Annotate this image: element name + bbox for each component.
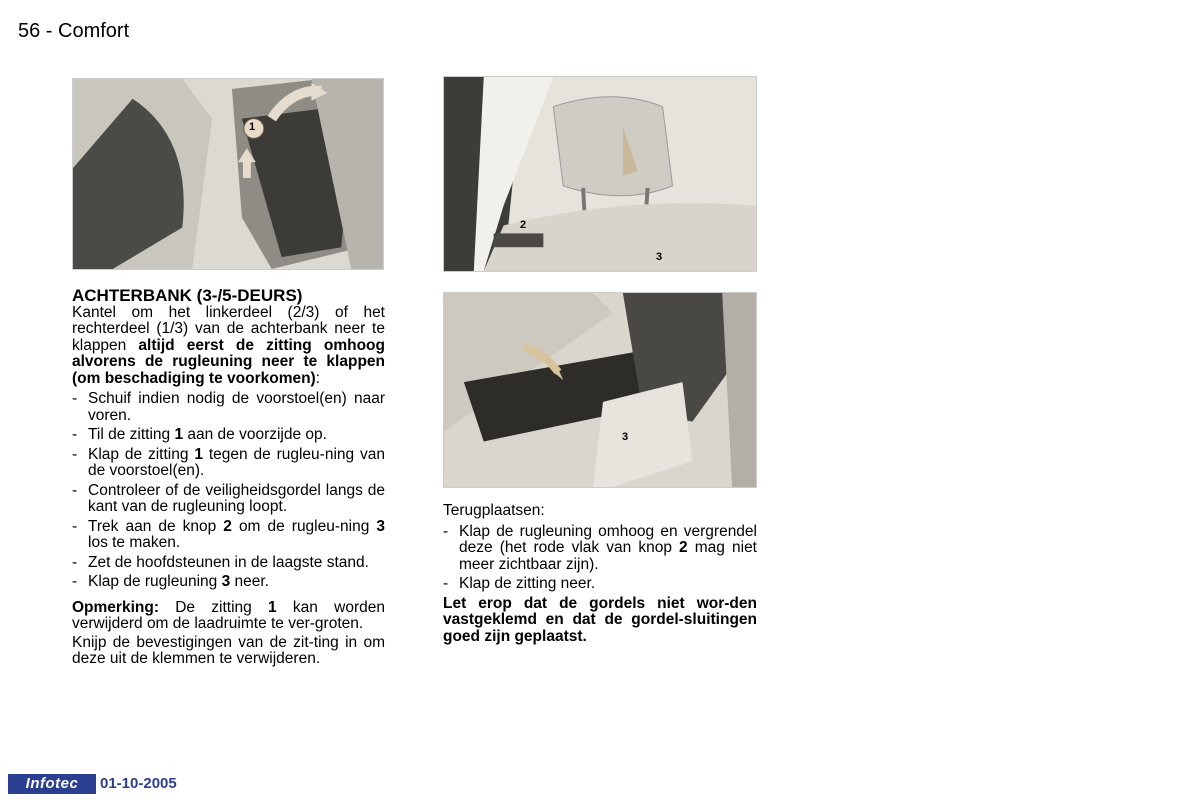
warning-text: Let erop dat de gordels niet wor-den vastgeklemd en dat de gordel-sluitingen goed zijn geplaatst. [443, 594, 757, 645]
subheading: Terugplaatsen: [443, 502, 545, 519]
footer-date: 01-10-2005 [100, 775, 177, 792]
list-item: - Klap de zitting 1 tegen de rugleu-ning van de voorstoel(en). [72, 447, 385, 480]
note-label: Opmerking: [72, 598, 159, 616]
section-heading: ACHTERBANK (3-/5-DEURS) [72, 286, 303, 305]
list-item: - Klap de zitting neer. [443, 576, 757, 593]
reinstall-steps [443, 524, 757, 593]
photo-seat-fold [72, 78, 384, 270]
list-item: - Schuif indien nodig de voorstoel(en) naar voren. [72, 391, 385, 424]
callout-3: 3 [622, 431, 629, 443]
note-paragraph-2: Knijp de bevestigingen van de zit-ting in om deze uit de klemmen te verwijderen. [72, 633, 385, 667]
photo-headrest [443, 76, 757, 272]
intro-bold: altijd eerst de zitting omhoog alvorens de rugleuning neer te klappen (om beschadiging te voorkomen) [72, 336, 385, 387]
callout-2: 2 [520, 219, 527, 231]
list-item: - Controleer of de veiligheidsgordel langs de kant van de rugleuning loopt. [72, 483, 385, 516]
photo-seat-folded [443, 292, 757, 488]
list-item: - Klap de rugleuning 3 neer. [72, 574, 385, 591]
list-item: - Klap de rugleuning omhoog en vergrendel deze (het rode vlak van knop 2 mag niet meer zichtbaar zijn). [443, 524, 757, 574]
infotec-logo: Infotec [8, 774, 96, 794]
right-column [443, 503, 757, 645]
note-paragraph: Opmerking: De zitting 1 kan worden verwijderd om de laadruimte te ver-groten. [72, 598, 385, 632]
list-item: - Til de zitting 1 aan de voorzijde op. [72, 427, 385, 444]
page-title: 56 - Comfort [18, 20, 130, 42]
intro-text: Kantel om het linkerdeel (2/3) of het rechterdeel (1/3) van de achterbank neer te klappen [72, 303, 385, 354]
intro-paragraph [72, 305, 385, 388]
list-item: - Zet de hoofdsteunen in de laagste stand. [72, 555, 385, 572]
steps-list [72, 391, 385, 591]
callout-3: 3 [656, 251, 663, 263]
intro-end: : [315, 369, 321, 387]
list-item: - Trek aan de knop 2 om de rugleu-ning 3 los te maken. [72, 519, 385, 552]
left-column [72, 288, 385, 668]
callout-1: 1 [249, 121, 256, 133]
